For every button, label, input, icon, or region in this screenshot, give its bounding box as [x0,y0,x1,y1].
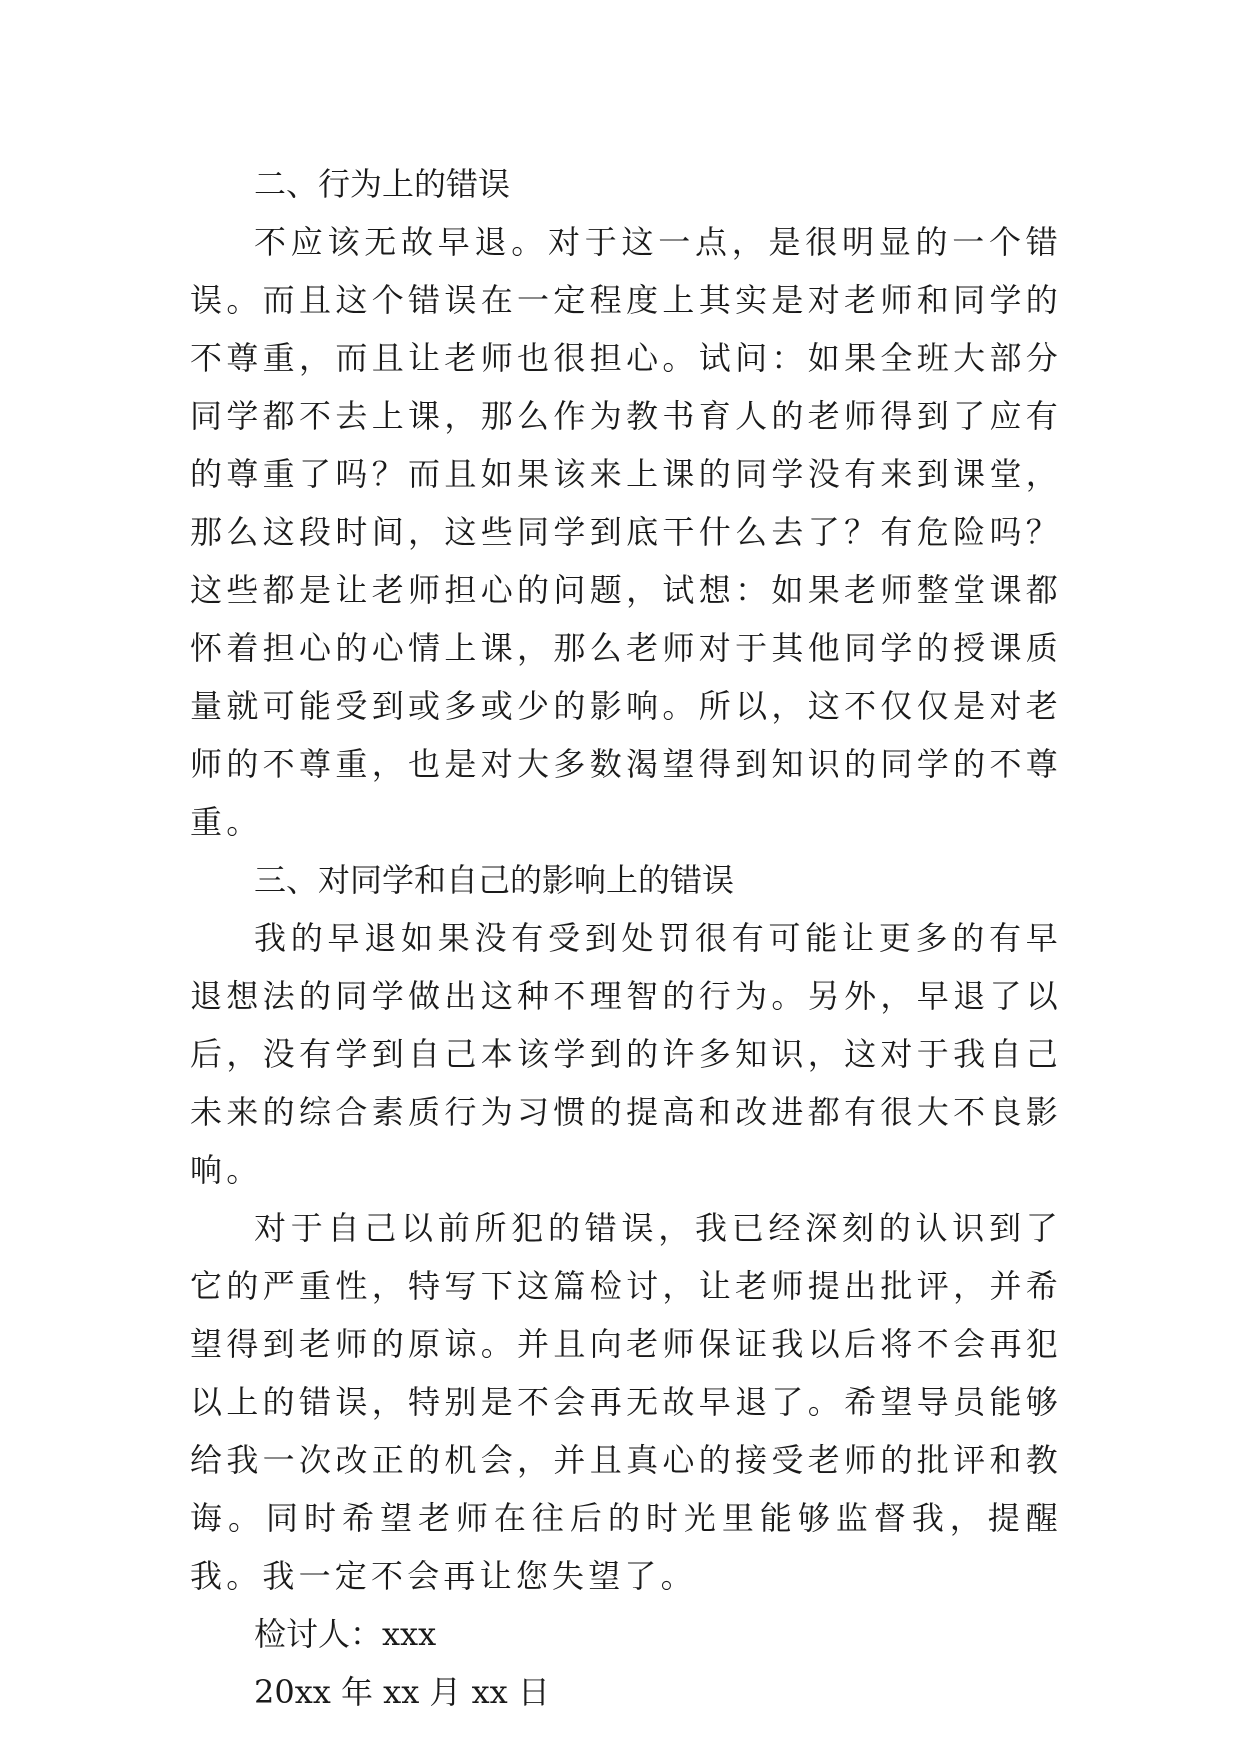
date-line: 20xx 年 xx 月 xx 日 [254,1673,550,1711]
section-heading-behavior: 二、行为上的错误 [254,165,511,203]
paragraph-behavior: 不应该无故早退。对于这一点，是很明显的一个错误。而且这个错误在一定程度上其实是对老师和同学的不尊重，而且让老师也很担心。试问：如果全班大部分同学都不去上课，那么作为教书育人的老师得到了应有的尊重了吗？而且如果该来上课的同学没有来到课堂，那么这段时间，这些同学到底干什么去了？有危险吗？这些都是让老师担心的问题，试想：如果老师整堂课都怀着担心的心情上课，那么老师对于其他同学的授课质量就可能受到或多或少的影响。所以，这不仅仅是对老师的不尊重，也是对大多数渴望得到知识的同学的不尊重。 [190,223,1062,841]
signer-line: 检讨人：xxx [254,1615,437,1653]
document-content [190,155,1062,1721]
paragraph-influence: 我的早退如果没有受到处罚很有可能让更多的有早退想法的同学做出这种不理智的行为。另外，早退了以后，没有学到自己本该学到的许多知识，这对于我自己未来的综合素质行为习惯的提高和改进都有很大不良影响。 [190,919,1062,1189]
section-heading-influence: 三、对同学和自己的影响上的错误 [254,861,735,899]
paragraph-closing: 对于自己以前所犯的错误，我已经深刻的认识到了它的严重性，特写下这篇检讨，让老师提出批评，并希望得到老师的原谅。并且向老师保证我以后将不会再犯以上的错误，特别是不会再无故早退了。希望导员能够给我一次改正的机会，并且真心的接受老师的批评和教诲。同时希望老师在往后的时光里能够监督我，提醒我。我一定不会再让您失望了。 [190,1209,1062,1595]
